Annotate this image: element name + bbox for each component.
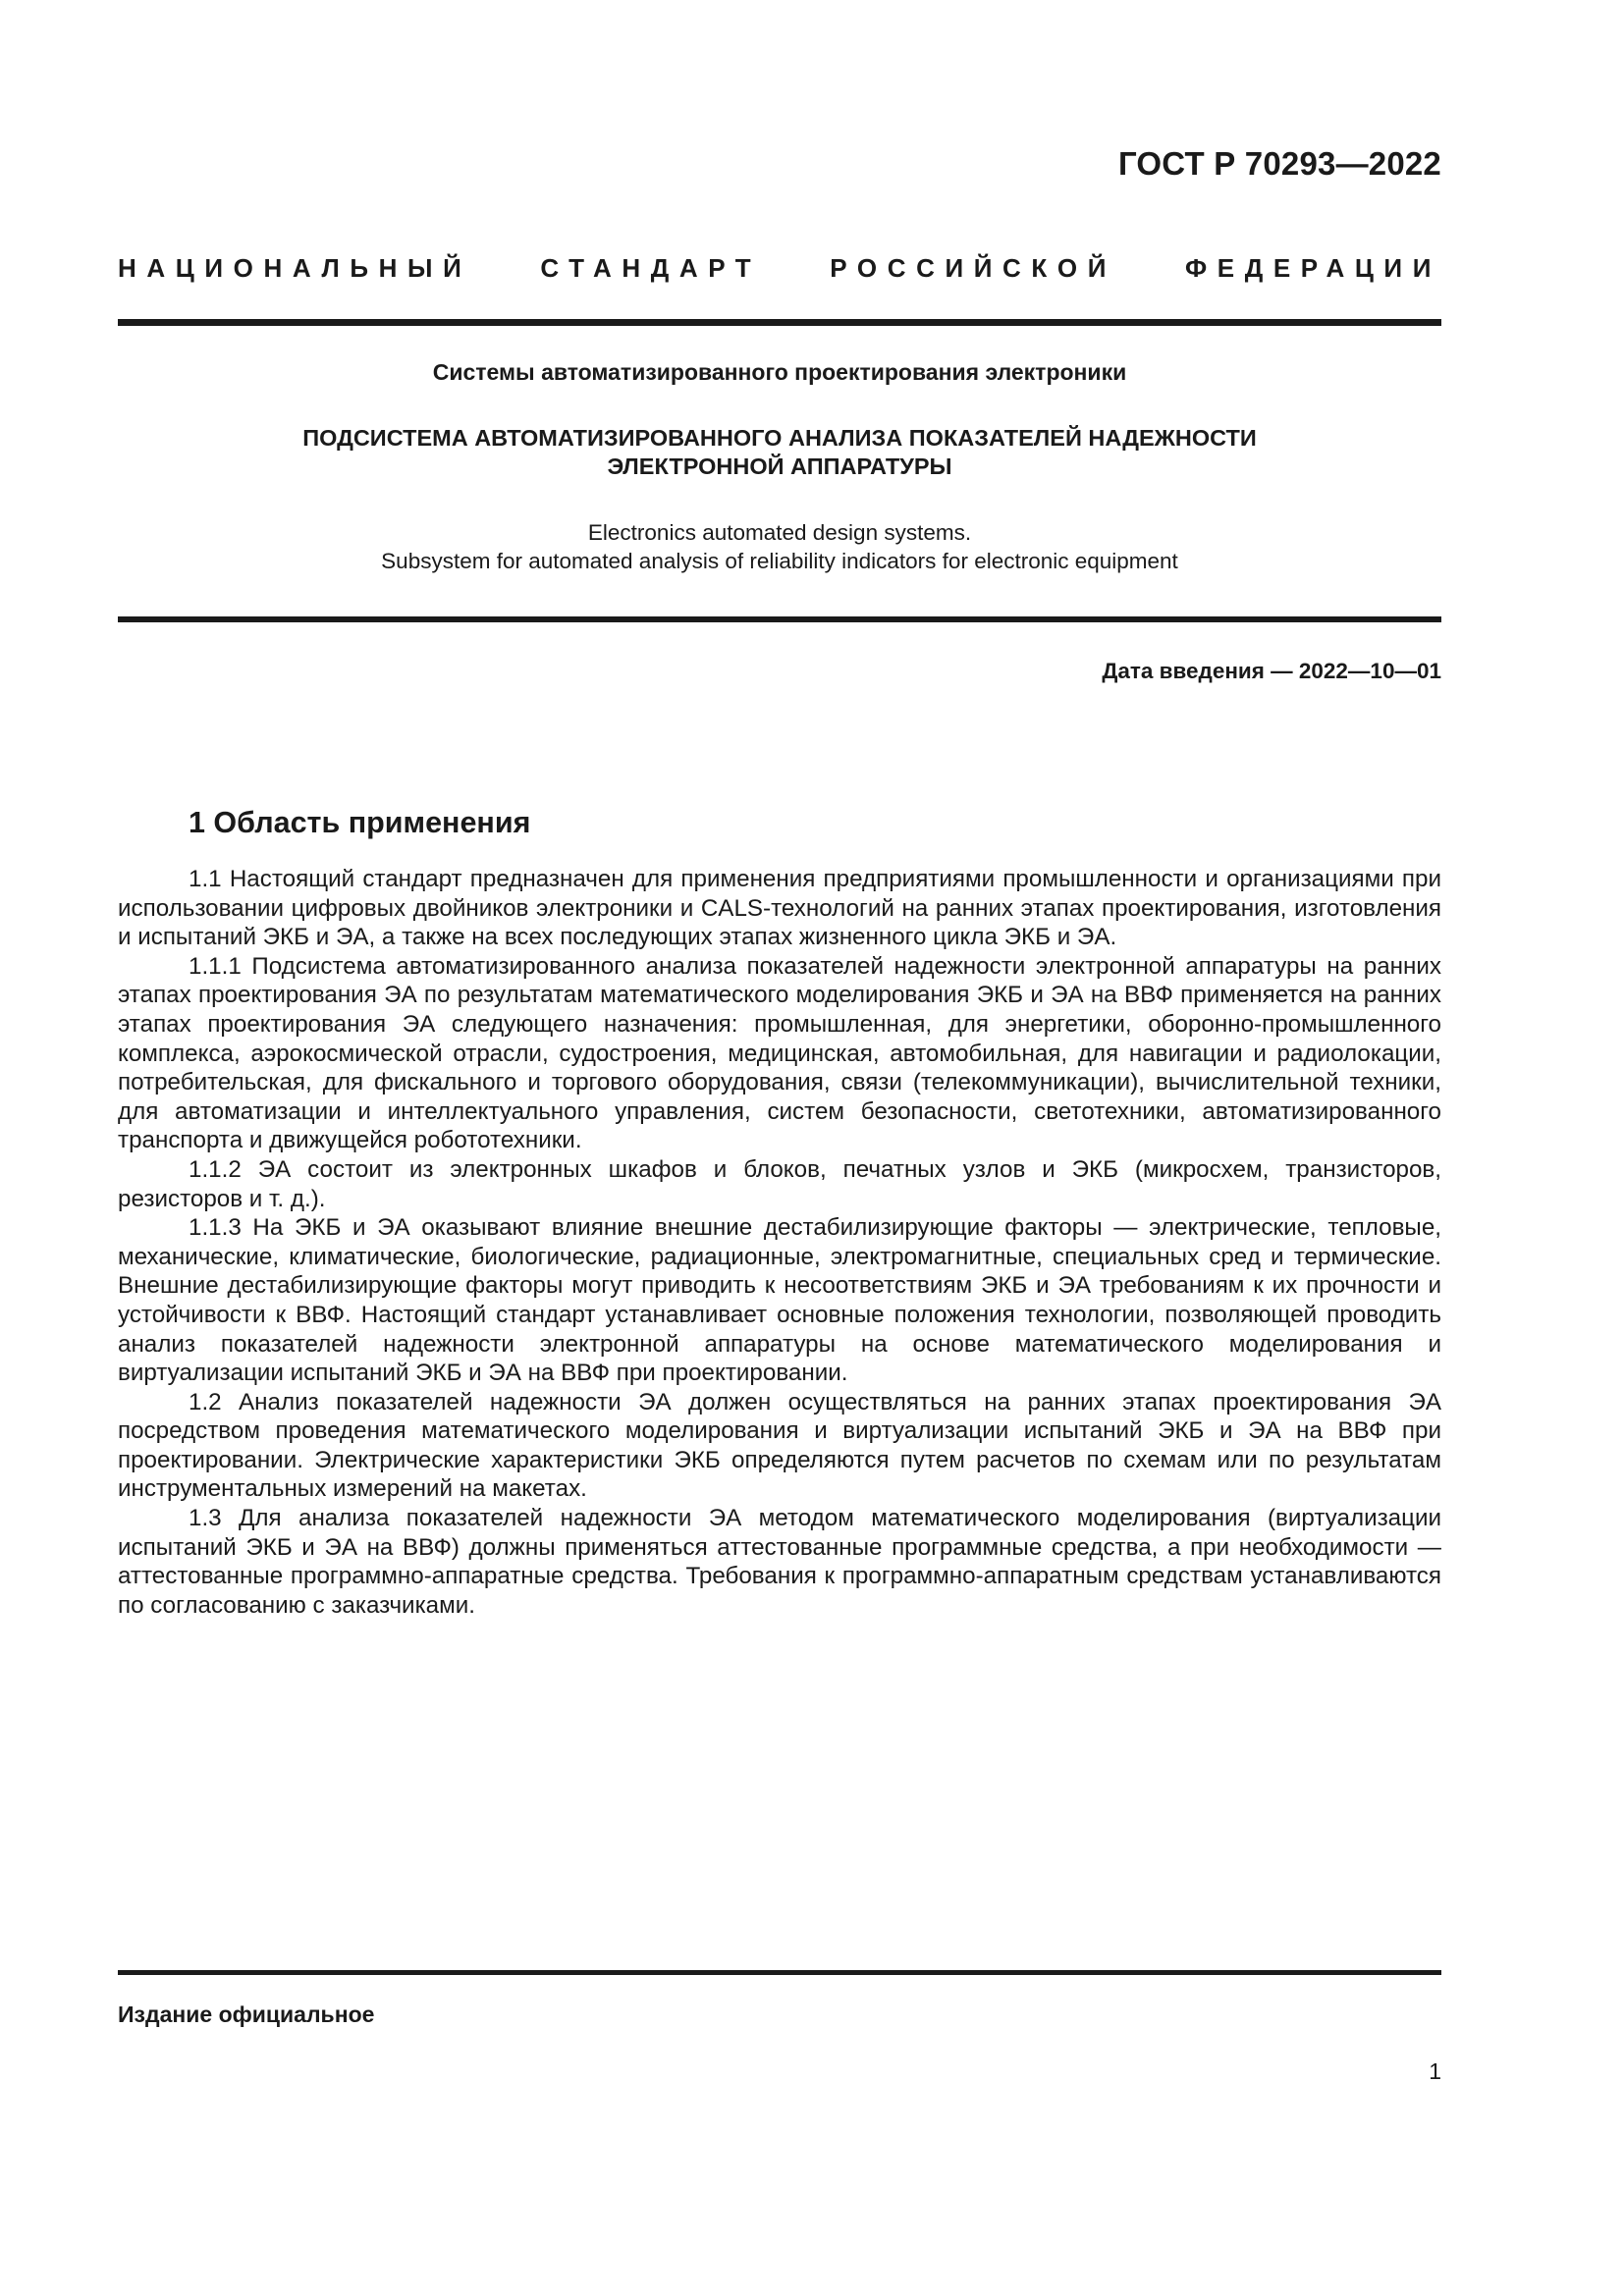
paragraph-1-3: 1.3 Для анализа показателей надежности ЭА методом математического моделирования (виртуализации испытаний ЭКБ и ЭА на ВВФ) должны применяться аттестованные программные средства, а при необходимости — аттестованные программно-аппаратные средства. Требования к программно-аппаратным средствам устанавливаются по согласованию с заказчиками. <box>118 1505 1441 1619</box>
national-standard-heading: НАЦИОНАЛЬНЫЙ СТАНДАРТ РОССИЙСКОЙ ФЕДЕРАЦИИ <box>118 253 1441 283</box>
footer-divider <box>118 1970 1441 1975</box>
paragraph-1-1-3: 1.1.3 На ЭКБ и ЭА оказывают влияние внешние дестабилизирующие факторы — электрические, тепловые, механические, климатические, биологические, радиационные, электромагнитные, специальных сред и термические. Внешние дестабилизирующие факторы могут приводить к несоответствиям ЭКБ и ЭА требованиям к их прочности и устойчивости к ВВФ. Настоящий стандарт устанавливает основные положения технологии, позволяющей проводить анализ показателей надежности электронной аппаратуры на основе математического моделирования и виртуализации испытаний ЭКБ и ЭА на ВВФ при проектировании. <box>118 1214 1441 1387</box>
paragraph-1-1-1: 1.1.1 Подсистема автоматизированного анализа показателей надежности электронной аппаратуры на ранних этапах проектирования ЭА по результатам математического моделирования ЭКБ и ЭА на ВВФ применяется на ранних этапах проектирования ЭА следующего назначения: промышленная, для энергетики, оборонно-промышленного комплекса, аэрокосмической отрасли, судостроения, медицинская, автомобильная, для навигации и радиолокации, потребительская, для фискального и торгового оборудования, связи (телекоммуникации), вычислительной техники, для автоматизации и интеллектуального управления, систем безопасности, светотехники, автоматизированного транспорта и движущейся робототехники. <box>118 952 1441 1154</box>
main-title <box>118 424 1441 481</box>
gost-number: ГОСТ Р 70293—2022 <box>1117 145 1441 182</box>
english-title-line-1: Electronics automated design systems. <box>587 520 972 545</box>
english-title <box>118 518 1441 575</box>
introduction-date: Дата введения — 2022—10—01 <box>1102 659 1441 683</box>
english-title-line-2: Subsystem for automated analysis of reliability indicators for electronic equipment <box>381 549 1178 573</box>
page-number: 1 <box>1429 2058 1441 2084</box>
official-edition-label: Издание официальное <box>118 2002 375 2027</box>
middle-divider <box>118 616 1441 622</box>
paragraph-1-2: 1.2 Анализ показателей надежности ЭА должен осуществляться на ранних этапах проектирования ЭА посредством проведения математического моделирования и виртуализации испытаний ЭКБ и ЭА на ВВФ при проектировании. Электрические характеристики ЭКБ определяются путем расчетов по схемам или по результатам инструментальных измерений на макетах. <box>118 1388 1441 1503</box>
paragraph-1-1: 1.1 Настоящий стандарт предназначен для применения предприятиями промышленности и организациями при использовании цифровых двойников электроники и CALS-технологий на ранних этапах проектирования, изготовления и испытаний ЭКБ и ЭА, а также на всех последующих этапах жизненного цикла ЭКБ и ЭА. <box>118 866 1441 951</box>
top-divider <box>118 319 1441 326</box>
section-heading: 1 Область применения <box>189 806 531 839</box>
main-title-line-2: ЭЛЕКТРОННОЙ АППАРАТУРЫ <box>607 454 952 479</box>
series-title: Системы автоматизированного проектирования электроники <box>432 359 1127 385</box>
paragraph-1-1-2: 1.1.2 ЭА состоит из электронных шкафов и блоков, печатных узлов и ЭКБ (микросхем, транзисторов, резисторов и т. д.). <box>118 1155 1441 1212</box>
section-body <box>118 865 1441 1620</box>
main-title-line-1: ПОДСИСТЕМА АВТОМАТИЗИРОВАННОГО АНАЛИЗА ПОКАЗАТЕЛЕЙ НАДЕЖНОСТИ <box>302 425 1257 451</box>
